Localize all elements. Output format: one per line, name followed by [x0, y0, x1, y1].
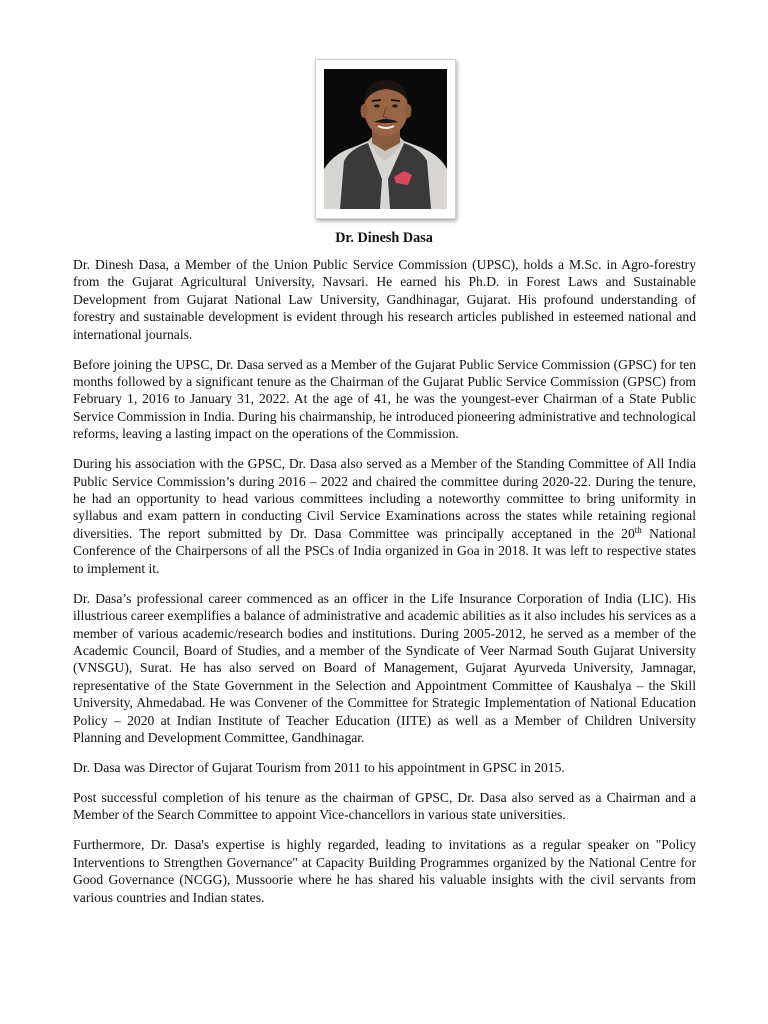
paragraph-standing-committee-text-2: National Conference of the Chairpersons of all the PSCs of India organized in Goa in 2018. It was left to respective states to implement it.: [73, 525, 696, 576]
paragraph-standing-committee-text-1: During his association with the GPSC, Dr. Dasa also served as a Member of the Standing Committee of All India Public Service Commission’s during 2016 – 2022 and chaired the committee during 2020-22. During the tenure, he had an opportunity to head various committees including a noteworthy committee to bring uniformity in syllabus and exam pattern in conducting Civil Service Examinations across the states while retaining regional diversities. The report submitted by Dr. Dasa Committee was principally acceptaned in the 20: [73, 456, 696, 541]
paragraph-tourism: Dr. Dasa was Director of Gujarat Tourism from 2011 to his appointment in GPSC in 2015.: [73, 759, 565, 775]
ordinal-superscript: th: [634, 524, 642, 535]
biography-text: [73, 256, 696, 919]
paragraph-education: Dr. Dinesh Dasa, a Member of the Union Public Service Commission (UPSC), holds a M.Sc. in Agro-forestry from the Gujarat Agricultural University, Navsari. He earned his Ph.D. in Forest Laws and Sustainable Development from Gujarat National Law University, Gandhinagar, Gujarat. His profound understanding of forestry and sustainable development is evident through his research articles published in esteemed national and international journals.: [73, 257, 696, 342]
paragraph-gpsc-tenure: Before joining the UPSC, Dr. Dasa served as a Member of the Gujarat Public Service Commission (GPSC) for ten months followed by a significant tenure as the Chairman of the Gujarat Public Service Commission (GPSC) from February 1, 2016 to January 31, 2022. At the age of 41, he was the youngest-ever Chairman of a State Public Service Commission in India. During his chairmanship, he introduced pioneering administrative and technological reforms, leaving a lasting impact on the operations of the Commission.: [73, 356, 696, 442]
paragraph-search-committee: Post successful completion of his tenure as the chairman of GPSC, Dr. Dasa also served as a Chairman and a Member of the Search Committee to appoint Vice-chancellors in various state universities.: [73, 789, 696, 823]
paragraph-career: Dr. Dasa’s professional career commenced as an officer in the Life Insurance Corporation of India (LIC). His illustrious career exemplifies a balance of administrative and academic abilities as it also includes his services as a member of various academic/research bodies and institutions. During 2005-2012, he served as a member of the Academic Council, Board of Studies, and a member of the Syndicate of Veer Narmad South Gujarat University (VNSGU), Surat. He has also served on Board of Management, Gujarat Ayurveda University, Jamnagar, representative of the State Government in the Selection and Appointment Committee of Kaushalya – the Skill University, Ahmedabad. He was Convener of the Committee for Strategic Implementation of National Education Policy – 2020 at Indian Institute of Teacher Education (IITE) as well as a Member of Children University Planning and Development Committee, Gandhinagar.: [73, 590, 696, 745]
person-name: Dr. Dinesh Dasa: [335, 230, 433, 246]
portrait-frame: [315, 59, 456, 219]
portrait-photo: [324, 69, 447, 209]
paragraph-speaker: Furthermore, Dr. Dasa's expertise is highly regarded, leading to invitations as a regular speaker on "Policy Interventions to Strengthen Governance" at Capacity Building Programmes organized by the National Centre for Good Governance (NCGG), Mussoorie where he has shared his valuable insights with the civil servants from various countries and Indian states.: [73, 837, 696, 905]
paragraph-standing-committee: [73, 455, 696, 577]
